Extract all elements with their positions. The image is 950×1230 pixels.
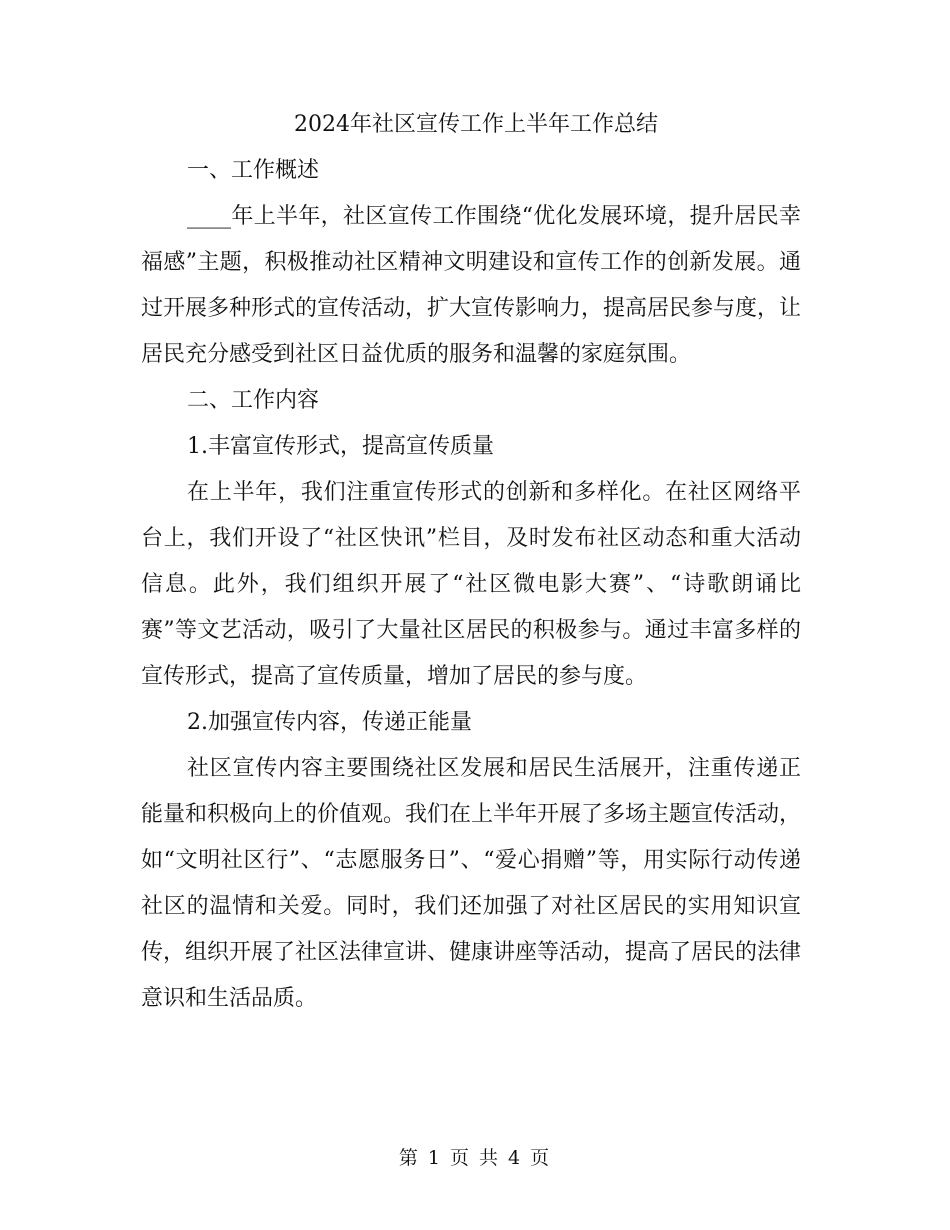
section-heading-overview: 一、工作概述 bbox=[187, 158, 320, 183]
page-number-footer: 第 1 页 共 4 页 bbox=[398, 1147, 552, 1169]
section-heading-content: 二、工作内容 bbox=[187, 388, 320, 413]
subheading-publicity-content: 2.加强宣传内容，传递正能量 bbox=[187, 710, 472, 735]
paragraph-overview: ____年上半年，社区宣传工作围绕“优化发展环境，提升居民幸福感”主题，积极推动社区精神文明建设和宣传工作的创新发展。通过开展多种形式的宣传活动，扩大宣传影响力，提高居民参与度，让居民充分感受到社区日益优质的服务和温馨的家庭氛围。 bbox=[141, 204, 802, 367]
subheading-publicity-forms: 1.丰富宣传形式，提高宣传质量 bbox=[187, 434, 494, 459]
paragraph-publicity-forms: 在上半年，我们注重宣传形式的创新和多样化。在社区网络平台上，我们开设了“社区快讯”栏目，及时发布社区动态和重大活动信息。此外，我们组织开展了“社区微电影大赛”、“诗歌朗诵比赛”等文艺活动，吸引了大量社区居民的积极参与。通过丰富多样的宣传形式，提高了宣传质量，增加了居民的参与度。 bbox=[141, 480, 801, 689]
document-body bbox=[141, 102, 801, 1022]
document-title: 2024年社区宣传工作上半年工作总结 bbox=[294, 112, 658, 137]
paragraph-publicity-content: 社区宣传内容主要围绕社区发展和居民生活展开，注重传递正能量和积极向上的价值观。我们在上半年开展了多场主题宣传活动，如“文明社区行”、“志愿服务日”、“爱心捐赠”等，用实际行动传递社区的温情和关爱。同时，我们还加强了对社区居民的实用知识宣传，组织开展了社区法律宣讲、健康讲座等活动，提高了居民的法律意识和生活品质。 bbox=[141, 756, 802, 1011]
